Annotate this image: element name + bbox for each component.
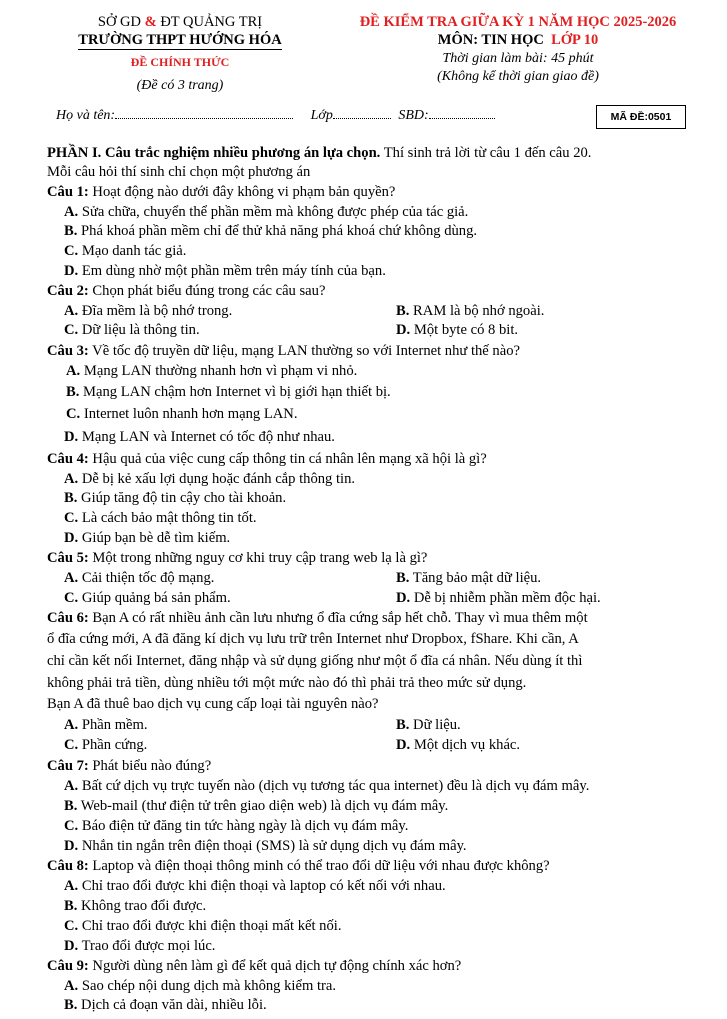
option-text: Dịch cả đoạn văn dài, nhiều lỗi. (81, 997, 267, 1013)
option-label: C. (64, 510, 79, 526)
option-text: Mạo danh tác giả. (81, 243, 187, 259)
option-text: Bất cứ dịch vụ trực tuyến nào (dịch vụ tương tác qua internet) đều là dịch vụ đám mây. (81, 778, 590, 794)
question-text: Hậu quả của việc cung cấp thông tin cá nhân lên mạng xã hội là gì? (88, 451, 487, 467)
q1-option-c[interactable] (64, 242, 186, 261)
option-label: A. (64, 471, 79, 487)
name-label: Họ và tên: (56, 108, 116, 123)
department-name (60, 14, 300, 31)
question-number: Câu 2: (47, 283, 89, 299)
sbd-field[interactable] (429, 108, 495, 119)
q1-option-b[interactable] (64, 222, 477, 241)
option-label: D. (396, 590, 411, 606)
q9-option-b[interactable] (64, 996, 267, 1015)
q4-option-c[interactable] (64, 509, 257, 528)
q2-option-a[interactable] (64, 302, 232, 321)
question-8 (47, 857, 550, 876)
q3-option-b[interactable] (66, 383, 391, 402)
option-label: A. (64, 303, 79, 319)
q8-option-d[interactable] (64, 937, 215, 956)
subject-text: MÔN: TIN HỌC (437, 32, 544, 48)
q5-option-d[interactable] (396, 589, 601, 608)
q5-option-a[interactable] (64, 569, 214, 588)
question-number: Câu 1: (47, 184, 89, 200)
question-6-line-3: chỉ cần kết nối Internet, đăng nhập và sử dụng giống như một ổ đĩa cá nhân. Nếu dùng ít thì (47, 653, 583, 669)
exam-duration: Thời gian làm bài: 45 phút (442, 51, 594, 66)
question-number: Câu 8: (47, 858, 89, 874)
department-amp: & (144, 14, 157, 30)
question-6 (47, 609, 588, 628)
option-label: C. (64, 590, 79, 606)
q5-option-c[interactable] (64, 589, 231, 608)
q9-option-a[interactable] (64, 977, 336, 996)
q5-option-b[interactable] (396, 569, 541, 588)
option-label: A. (66, 363, 81, 379)
option-text: Phá khoá phần mềm chỉ để thử khả năng phá khoá chứ không dùng. (81, 223, 478, 239)
option-label: C. (64, 737, 79, 753)
option-text: Sửa chữa, chuyển thể phần mềm mà không được phép của tác giả. (81, 204, 469, 220)
option-label: B. (66, 384, 80, 400)
part1-heading (47, 144, 591, 163)
q7-option-d[interactable] (64, 837, 467, 856)
q7-option-b[interactable] (64, 797, 448, 816)
q8-option-b[interactable] (64, 897, 206, 916)
q8-option-c[interactable] (64, 917, 341, 936)
option-label: B. (396, 303, 410, 319)
option-label: C. (64, 818, 79, 834)
option-label: C. (66, 406, 81, 422)
option-text: Phần cứng. (81, 737, 148, 753)
question-number: Câu 3: (47, 343, 89, 359)
q6-option-b[interactable] (396, 716, 461, 735)
class-label: Lớp (310, 108, 333, 123)
exam-code-box: MÃ ĐỀ:0501 (596, 105, 686, 129)
student-info-row (56, 108, 495, 124)
option-text: Chỉ trao đổi được khi điện thoại và laptop có kết nối với nhau. (81, 878, 446, 894)
department-right: ĐT QUẢNG TRỊ (156, 14, 263, 30)
option-text: Dữ liệu là thông tin. (81, 322, 200, 338)
q7-option-a[interactable] (64, 777, 589, 796)
option-text: Trao đổi được mọi lúc. (81, 938, 216, 954)
question-4 (47, 450, 487, 469)
question-2 (47, 282, 325, 301)
option-label: A. (64, 570, 79, 586)
option-text: Không trao đổi được. (81, 898, 207, 914)
subject-line (318, 32, 718, 49)
option-label: D. (64, 530, 79, 546)
option-label: C. (64, 322, 79, 338)
question-6-line-5: Bạn A đã thuê bao dịch vụ cung cấp loại tài nguyên nào? (47, 696, 379, 712)
option-label: A. (64, 778, 79, 794)
option-text: Một byte có 8 bit. (413, 322, 519, 338)
question-text: Người dùng nên làm gì để kết quả dịch tự động chính xác hơn? (88, 958, 462, 974)
option-label: A. (64, 878, 79, 894)
part1-instruction-2: Mỗi câu hỏi thí sinh chỉ chọn một phương án (47, 164, 311, 180)
q3-option-a[interactable] (66, 362, 357, 381)
q1-option-d[interactable] (64, 262, 386, 281)
name-field[interactable] (115, 108, 293, 119)
q2-option-b[interactable] (396, 302, 544, 321)
question-text: Laptop và điện thoại thông minh có thể trao đổi dữ liệu với nhau được không? (88, 858, 550, 874)
option-label: A. (64, 204, 79, 220)
question-text: Về tốc độ truyền dữ liệu, mạng LAN thường so với Internet như thế nào? (88, 343, 520, 359)
option-text: Giúp bạn bè dễ tìm kiếm. (81, 530, 231, 546)
question-5 (47, 549, 427, 568)
option-label: B. (64, 223, 78, 239)
option-label: D. (64, 263, 79, 279)
option-text: Em dùng nhờ một phần mềm trên máy tính của bạn. (81, 263, 386, 279)
option-text: RAM là bộ nhớ ngoài. (413, 303, 545, 319)
option-label: B. (64, 490, 78, 506)
official-label: ĐỀ CHÍNH THỨC (130, 55, 230, 69)
q2-option-d[interactable] (396, 321, 518, 340)
question-number: Câu 5: (47, 550, 89, 566)
option-label: B. (64, 798, 78, 814)
option-text: Mạng LAN thường nhanh hơn vì phạm vi nhỏ. (83, 363, 358, 379)
option-label: B. (64, 997, 78, 1013)
q4-option-a[interactable] (64, 470, 355, 489)
q7-option-c[interactable] (64, 817, 408, 836)
option-text: Một dịch vụ khác. (413, 737, 521, 753)
question-text: Hoạt động nào dưới đây không vi phạm bản quyền? (88, 184, 396, 200)
question-number: Câu 4: (47, 451, 89, 467)
option-text: Phần mềm. (81, 717, 148, 733)
option-label: B. (396, 570, 410, 586)
option-text: Báo điện tử đăng tin tức hàng ngày là dịch vụ đám mây. (81, 818, 409, 834)
option-text: Tăng bảo mật dữ liệu. (412, 570, 542, 586)
option-label: B. (64, 898, 78, 914)
option-label: B. (396, 717, 410, 733)
sbd-label: SBD: (398, 108, 429, 123)
q4-option-b[interactable] (64, 489, 286, 508)
option-label: D. (64, 838, 79, 854)
question-text: Một trong những nguy cơ khi truy cập trang web lạ là gì? (88, 550, 428, 566)
question-9 (47, 957, 461, 976)
option-label: C. (64, 243, 79, 259)
part1-instruction: Thí sinh trả lời từ câu 1 đến câu 20. (380, 145, 592, 161)
option-label: D. (396, 322, 411, 338)
option-label: D. (64, 938, 79, 954)
page-count: (Đề có 3 trang) (136, 78, 224, 93)
option-text: Nhắn tin ngắn trên điện thoại (SMS) là sử dụng dịch vụ đám mây. (81, 838, 467, 854)
option-text: Web-mail (thư điện tử trên giao diện web) là dịch vụ đám mây. (80, 798, 449, 814)
option-text: Internet luôn nhanh hơn mạng LAN. (83, 406, 298, 422)
q3-option-d[interactable] (64, 428, 335, 447)
department-left: SỞ GD (97, 14, 145, 30)
question-6-line-4: không phải trả tiền, dùng nhiều tới một mức nào đó thì phải trả theo mức sử dụng. (47, 675, 527, 691)
school-name-text: TRƯỜNG THPT HƯỚNG HÓA (78, 32, 282, 48)
option-text: Giúp tăng độ tin cậy cho tài khoản. (81, 490, 287, 506)
option-text: Là cách bảo mật thông tin tốt. (81, 510, 257, 526)
option-label: D. (64, 429, 79, 445)
school-name (60, 32, 300, 50)
question-6-line-2: ổ đĩa cứng mới, A đã đăng kí dịch vụ lưu trữ trên Internet như Dropbox, fShare. Khi cần, A (47, 631, 579, 647)
q3-option-c[interactable] (66, 405, 297, 424)
option-text: Cải thiện tốc độ mạng. (81, 570, 215, 586)
option-text: Giúp quảng bá sản phẩm. (81, 590, 231, 606)
q4-option-d[interactable] (64, 529, 230, 548)
question-text: Phát biểu nào đúng? (88, 758, 212, 774)
option-text: Dữ liệu. (413, 717, 461, 733)
question-1 (47, 183, 395, 202)
q6-option-a[interactable] (64, 716, 148, 735)
option-text: Đĩa mềm là bộ nhớ trong. (81, 303, 233, 319)
question-number: Câu 9: (47, 958, 89, 974)
option-text: Mạng LAN chậm hơn Internet vì bị giới hạn thiết bị. (83, 384, 391, 400)
q2-option-c[interactable] (64, 321, 200, 340)
option-text: Dễ bị nhiễm phần mềm độc hại. (413, 590, 601, 606)
q8-option-a[interactable] (64, 877, 446, 896)
option-text: Mạng LAN và Internet có tốc độ như nhau. (81, 429, 335, 445)
question-number: Câu 6: (47, 610, 89, 626)
duration-note: (Không kể thời gian giao đề) (437, 69, 599, 84)
question-number: Câu 7: (47, 758, 89, 774)
grade-text: LỚP 10 (551, 32, 599, 48)
class-field[interactable] (333, 108, 391, 119)
option-label: C. (64, 918, 79, 934)
option-label: A. (64, 717, 79, 733)
part1-title: PHẦN I. Câu trắc nghiệm nhiều phương án lựa chọn. (47, 145, 381, 161)
q6-option-c[interactable] (64, 736, 147, 755)
question-7 (47, 757, 211, 776)
question-text: Chọn phát biểu đúng trong các câu sau? (88, 283, 326, 299)
q1-option-a[interactable] (64, 203, 468, 222)
option-text: Sao chép nội dung dịch mà không kiểm tra. (81, 978, 336, 994)
question-text: Bạn A có rất nhiều ảnh cần lưu nhưng ổ đĩa cứng sắp hết chỗ. Thay vì mua thêm một (88, 610, 588, 626)
option-label: D. (396, 737, 411, 753)
option-label: A. (64, 978, 79, 994)
option-text: Dễ bị kẻ xấu lợi dụng hoặc đánh cắp thông tin. (81, 471, 356, 487)
exam-title: ĐỀ KIỂM TRA GIỮA KỲ 1 NĂM HỌC 2025-2026 (359, 14, 677, 30)
option-text: Chỉ trao đổi được khi điện thoại mất kết nối. (81, 918, 342, 934)
q6-option-d[interactable] (396, 736, 520, 755)
question-3 (47, 342, 520, 361)
